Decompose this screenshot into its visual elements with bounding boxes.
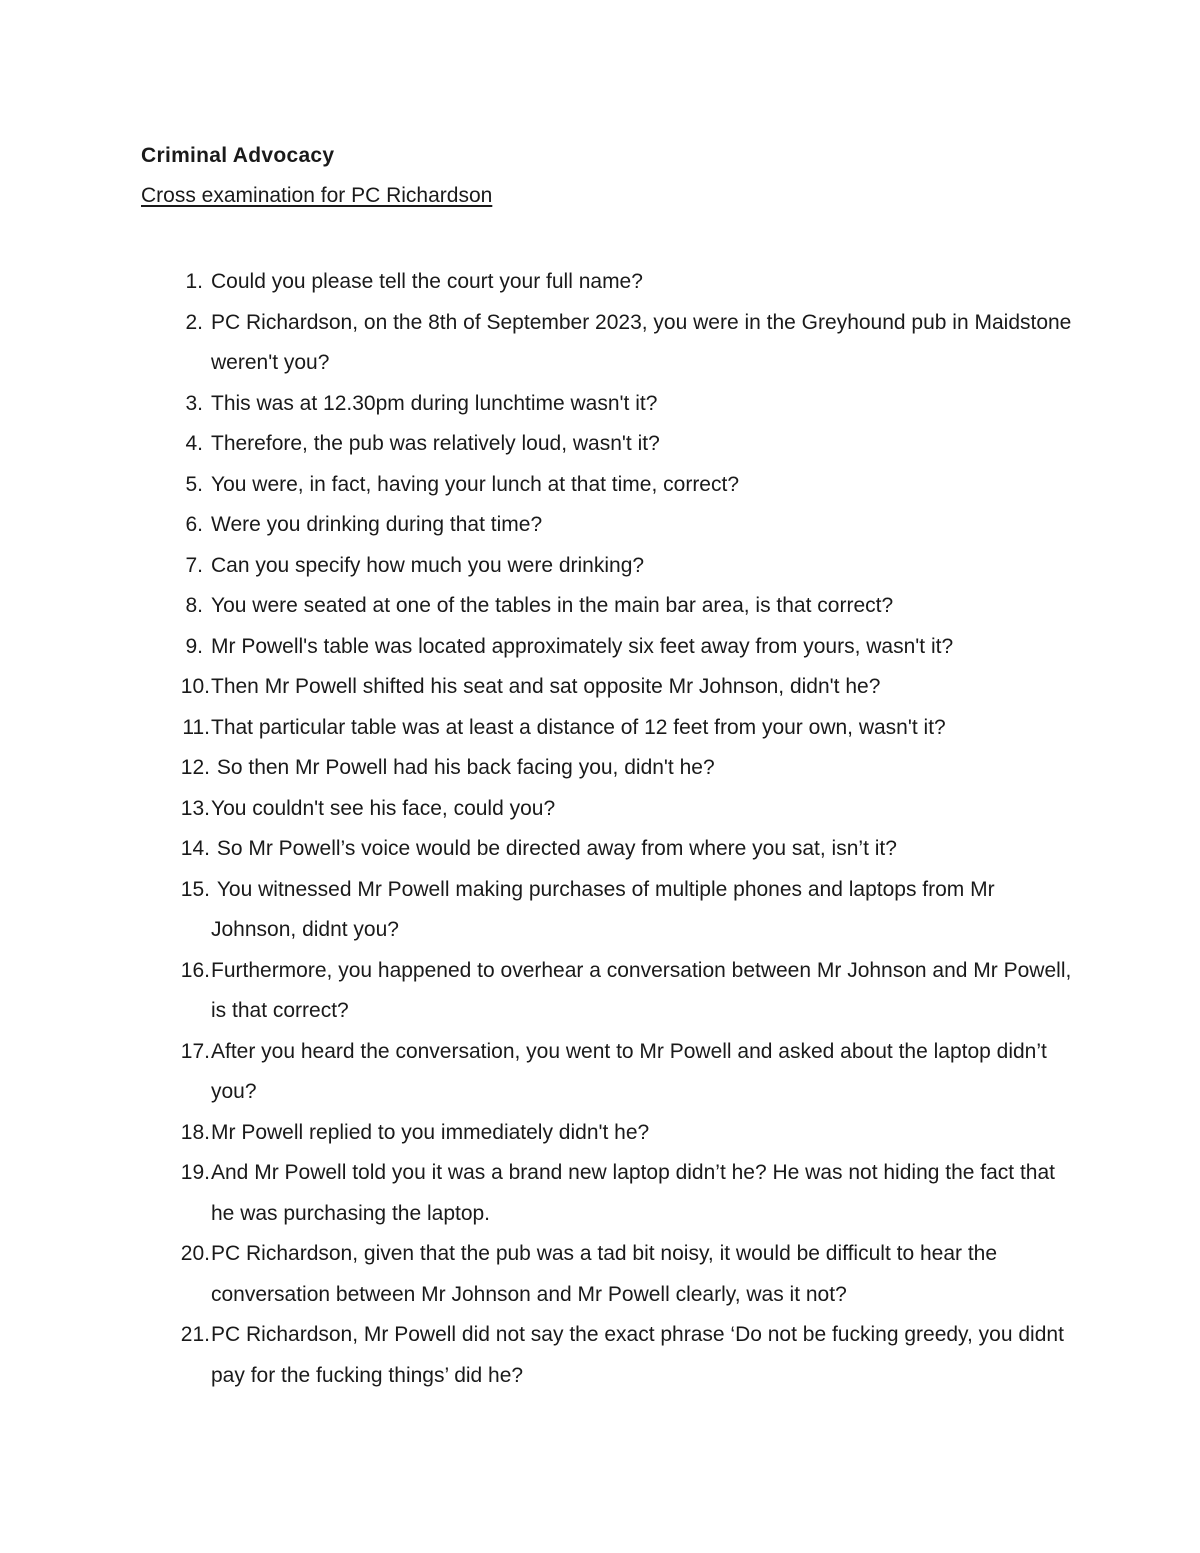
list-item (141, 789, 1081, 830)
list-item (141, 586, 1081, 627)
document-title: Criminal Advocacy (141, 144, 335, 167)
item-number: 12. (180, 756, 210, 779)
document-subtitle: Cross examination for PC Richardson (141, 184, 493, 207)
item-text: Mr Powell replied to you immediately didn't he? (211, 1120, 650, 1144)
item-text: That particular table was at least a distance of 12 feet from your own, wasn't it? (211, 715, 946, 739)
item-text: PC Richardson, Mr Powell did not say the exact phrase ‘Do not be fucking greedy, you didnt pay for the fucking things’ did he? (211, 1323, 1064, 1387)
item-number: 4. (185, 432, 203, 455)
item-number: 13. (180, 796, 210, 820)
item-text: So then Mr Powell had his back facing you, didn't he? (211, 756, 715, 779)
item-text: You couldn't see his face, could you? (211, 796, 556, 820)
list-item (141, 1032, 1081, 1113)
list-item (141, 1113, 1081, 1154)
list-item (141, 262, 1081, 303)
list-item (141, 546, 1081, 587)
item-number: 10. (180, 675, 210, 698)
item-text: Therefore, the pub was relatively loud, wasn't it? (211, 432, 660, 455)
list-item (141, 303, 1081, 384)
item-text: So Mr Powell’s voice would be directed away from where you sat, isn’t it? (211, 837, 897, 860)
item-text: You witnessed Mr Powell making purchases of multiple phones and laptops from Mr Johnson, didnt you? (211, 877, 1001, 941)
list-item (141, 505, 1081, 546)
item-number: 3. (185, 391, 203, 415)
list-item (141, 667, 1081, 708)
item-text: Can you specify how much you were drinking? (211, 553, 645, 577)
item-text: Were you drinking during that time? (211, 513, 543, 536)
item-number: 8. (185, 594, 203, 617)
item-text: PC Richardson, given that the pub was a tad bit noisy, it would be difficult to hear the conversation between Mr Johnson and Mr Powell clearly, was it not? (211, 1242, 998, 1306)
item-text: After you heard the conversation, you went to Mr Powell and asked about the laptop didn’t you? (211, 1039, 1047, 1103)
item-number: 21. (180, 1323, 210, 1346)
item-number: 14. (180, 837, 210, 860)
item-number: 11. (182, 715, 210, 739)
question-list (141, 262, 1081, 1396)
item-number: 16. (180, 958, 210, 982)
list-item (141, 384, 1081, 425)
item-number: 20. (180, 1242, 210, 1265)
list-item (141, 951, 1081, 1032)
item-number: 18. (180, 1120, 210, 1144)
list-item (141, 1315, 1081, 1396)
item-text: Then Mr Powell shifted his seat and sat opposite Mr Johnson, didn't he? (211, 675, 881, 698)
list-item (141, 870, 1081, 951)
list-item (141, 748, 1081, 789)
item-number: 17. (180, 1039, 210, 1063)
item-number: 2. (185, 310, 203, 334)
item-number: 1. (185, 270, 203, 293)
item-number: 6. (185, 513, 203, 536)
item-text: You were seated at one of the tables in the main bar area, is that correct? (211, 594, 894, 617)
item-text: PC Richardson, on the 8th of September 2023, you were in the Greyhound pub in Maidstone weren't you? (211, 310, 1072, 374)
list-item (141, 1234, 1081, 1315)
list-item (141, 424, 1081, 465)
item-number: 9. (185, 634, 203, 658)
list-item (141, 829, 1081, 870)
item-number: 15. (180, 877, 210, 901)
item-text: And Mr Powell told you it was a brand new laptop didn’t he? He was not hiding the fact that he was purchasing the laptop. (211, 1161, 1055, 1225)
item-text: You were, in fact, having your lunch at that time, correct? (211, 472, 740, 496)
list-item (141, 1153, 1081, 1234)
item-text: This was at 12.30pm during lunchtime wasn't it? (211, 391, 658, 415)
item-number: 7. (185, 553, 203, 577)
item-number: 19. (180, 1161, 210, 1184)
item-text: Could you please tell the court your full name? (211, 270, 643, 293)
item-text: Mr Powell's table was located approximately six feet away from yours, wasn't it? (211, 634, 954, 658)
list-item (141, 627, 1081, 668)
item-number: 5. (185, 472, 203, 496)
list-item (141, 465, 1081, 506)
list-item (141, 708, 1081, 749)
item-text: Furthermore, you happened to overhear a conversation between Mr Johnson and Mr Powell, is that correct? (211, 958, 1072, 1022)
